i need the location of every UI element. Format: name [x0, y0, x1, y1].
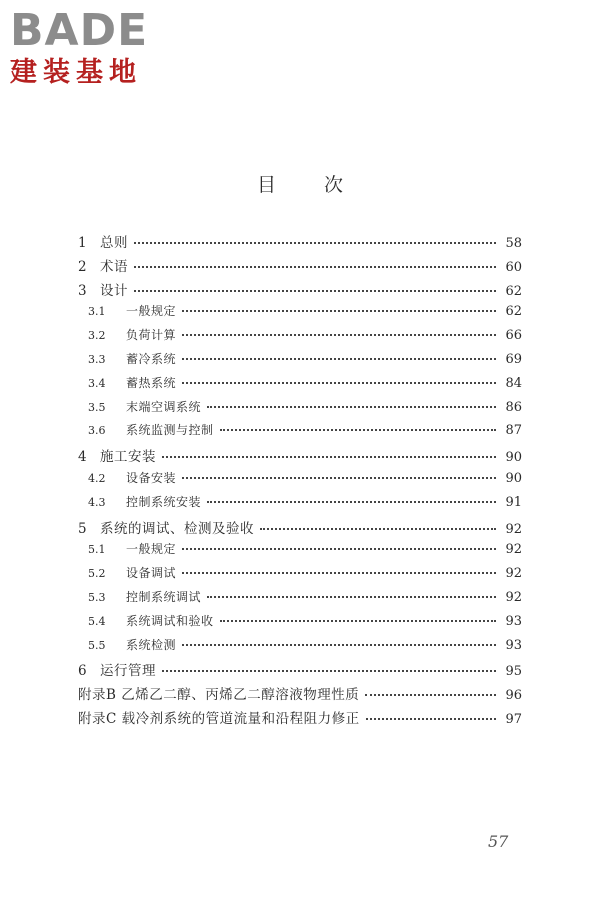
- toc-entry[interactable]: [78, 279, 522, 303]
- toc-entry[interactable]: [78, 517, 522, 541]
- toc-entry-title: 一般规定: [126, 304, 177, 319]
- toc-entry-title: 控制系统调试: [126, 589, 202, 604]
- toc-entry-number: 3.5: [88, 400, 106, 414]
- toc-entry-title: 蓄冷系统: [126, 351, 177, 366]
- toc-entry-page: 84: [505, 375, 522, 391]
- toc-entry[interactable]: [78, 564, 522, 588]
- toc-entry-number: 5.4: [88, 614, 106, 628]
- toc-entry[interactable]: [78, 374, 522, 398]
- page-title: 目次: [256, 174, 391, 196]
- toc-entry[interactable]: [78, 231, 522, 255]
- toc-dot-leader: [207, 501, 496, 503]
- toc-entry-title: 附录C 载冷剂系统的管道流量和沿程阻力修正: [78, 710, 360, 727]
- toc-entry-number: 3: [78, 282, 87, 299]
- toc-entry-page: 97: [505, 711, 522, 727]
- toc-entry[interactable]: [78, 350, 522, 374]
- toc-entry-page: 87: [505, 423, 522, 439]
- logo-subtitle: 建装基地: [10, 57, 142, 88]
- toc-dot-leader: [182, 644, 496, 646]
- toc-dot-leader: [182, 382, 496, 384]
- toc-entry-number: 1: [78, 235, 87, 251]
- toc-entry[interactable]: [78, 636, 522, 660]
- toc-entry-page: 60: [505, 259, 522, 275]
- toc-entry-page: 93: [505, 613, 522, 629]
- toc-entry-title: 系统检测: [126, 637, 177, 652]
- toc-entry-title: 附录B 乙烯乙二醇、丙烯乙二醇溶液物理性质: [78, 687, 360, 704]
- toc-dot-leader: [134, 266, 496, 268]
- toc-entry-number: 6: [78, 663, 87, 680]
- toc-entry-title: 负荷计算: [126, 328, 177, 343]
- toc-entry-page: 92: [505, 566, 522, 582]
- toc-entry-page: 90: [505, 470, 522, 486]
- toc-entry-number: 3.3: [88, 352, 106, 366]
- toc-dot-leader: [162, 670, 496, 672]
- toc-entry-number: 4: [78, 449, 87, 466]
- toc-entry[interactable]: [78, 659, 522, 683]
- toc-entry-title: 施工安装: [100, 449, 156, 466]
- toc-dot-leader: [207, 596, 496, 598]
- toc-dot-leader: [182, 548, 496, 550]
- toc-entry-title: 蓄热系统: [126, 375, 177, 390]
- toc-entry-title: 系统调试和验收: [126, 613, 214, 628]
- toc-entry-page: 66: [505, 328, 522, 344]
- toc-entry-title: 末端空调系统: [126, 399, 202, 414]
- toc-dot-leader: [182, 310, 496, 312]
- toc-entry-page: 93: [505, 637, 522, 653]
- logo-wordmark: BADE: [10, 5, 149, 56]
- toc-dot-leader: [365, 694, 496, 696]
- toc-dot-leader: [220, 620, 496, 622]
- toc-entry-title: 一般规定: [126, 542, 177, 557]
- toc-entry-number: 2: [78, 258, 87, 275]
- toc-entry-title: 控制系统安装: [126, 494, 202, 509]
- toc-entry-number: 3.1: [88, 305, 106, 319]
- toc-entry[interactable]: [78, 588, 522, 612]
- toc-entry-page: 92: [505, 589, 522, 605]
- toc-dot-leader: [182, 358, 496, 360]
- toc-entry-number: 5.5: [88, 638, 106, 652]
- toc-entry-page: 91: [505, 494, 522, 510]
- toc-dot-leader: [134, 242, 496, 244]
- toc-entry-title: 总则: [100, 235, 128, 251]
- table-of-contents: [78, 231, 522, 731]
- toc-entry-page: 69: [505, 351, 522, 367]
- toc-entry[interactable]: [78, 683, 522, 707]
- toc-entry[interactable]: [78, 255, 522, 279]
- toc-entry-number: 4.3: [88, 495, 106, 509]
- toc-entry-number: 5.2: [88, 567, 106, 581]
- toc-entry-page: 92: [505, 521, 522, 537]
- toc-dot-leader: [182, 334, 496, 336]
- toc-entry-page: 96: [505, 688, 522, 704]
- toc-dot-leader: [260, 528, 496, 530]
- toc-entry-number: 3.2: [88, 329, 106, 343]
- toc-entry-title: 系统的调试、检测及验收: [100, 520, 254, 537]
- toc-entry-title: 术语: [100, 258, 128, 275]
- toc-entry-page: 90: [505, 450, 522, 466]
- toc-entry-number: 4.2: [88, 471, 106, 485]
- toc-entry-title: 设备安装: [126, 470, 177, 485]
- toc-dot-leader: [182, 477, 496, 479]
- toc-dot-leader: [134, 290, 496, 292]
- toc-dot-leader: [182, 572, 496, 574]
- toc-entry-number: 3.4: [88, 376, 106, 390]
- toc-entry[interactable]: [78, 326, 522, 350]
- toc-entry-page: 62: [505, 304, 522, 320]
- toc-entry[interactable]: [78, 398, 522, 422]
- toc-entry-page: 95: [505, 664, 522, 680]
- toc-entry[interactable]: [78, 493, 522, 517]
- toc-dot-leader: [366, 718, 496, 720]
- toc-entry-page: 62: [505, 283, 522, 299]
- toc-entry-page: 58: [505, 236, 522, 251]
- toc-dot-leader: [220, 429, 496, 431]
- brand-logo: [10, 5, 149, 90]
- toc-entry-title: 运行管理: [100, 663, 156, 680]
- toc-dot-leader: [162, 456, 496, 458]
- toc-entry-title: 系统监测与控制: [126, 423, 214, 438]
- toc-entry-number: 5: [78, 520, 87, 537]
- toc-entry-title: 设计: [100, 282, 128, 299]
- toc-entry[interactable]: [78, 707, 522, 731]
- toc-entry-title: 设备调试: [126, 566, 177, 581]
- toc-entry[interactable]: [78, 469, 522, 493]
- toc-entry-page: 86: [505, 399, 522, 415]
- toc-entry-number: 5.3: [88, 590, 106, 604]
- toc-entry[interactable]: [78, 421, 522, 445]
- toc-entry[interactable]: [78, 445, 522, 469]
- toc-entry-number: 5.1: [88, 543, 106, 557]
- toc-dot-leader: [207, 406, 496, 408]
- toc-entry[interactable]: [78, 302, 522, 326]
- page-number: 57: [488, 832, 509, 851]
- toc-entry-page: 92: [505, 542, 522, 558]
- toc-entry[interactable]: [78, 540, 522, 564]
- toc-entry-number: 3.6: [88, 424, 106, 438]
- toc-entry[interactable]: [78, 612, 522, 636]
